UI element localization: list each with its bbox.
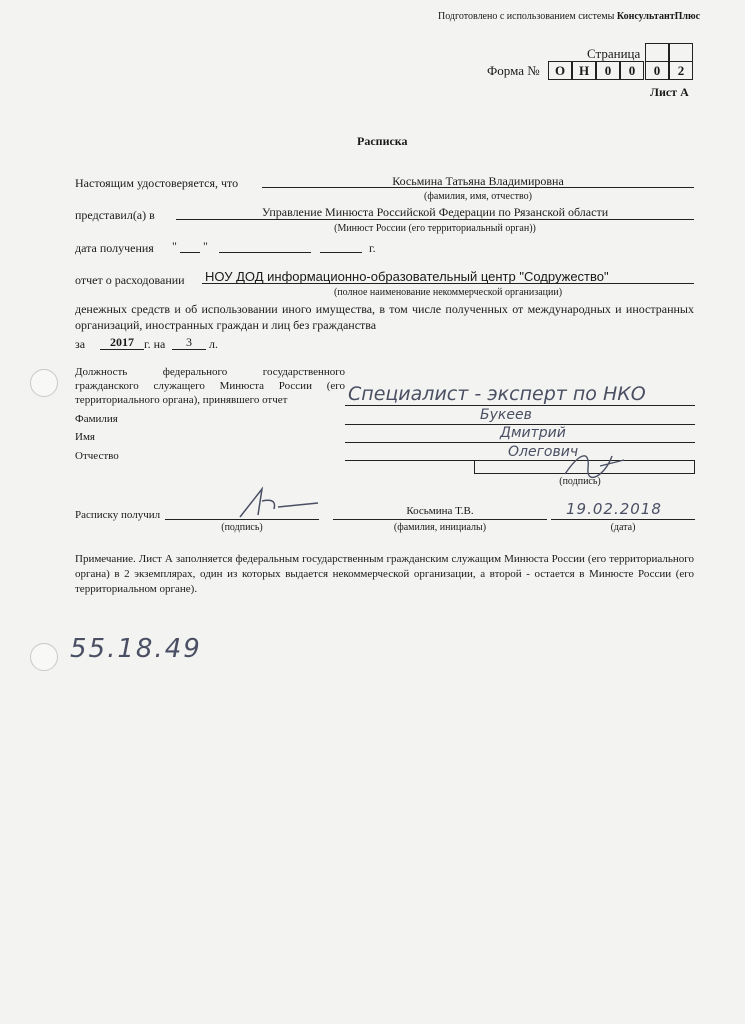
punch-hole-top xyxy=(30,369,58,397)
received-year-line xyxy=(320,252,362,253)
form-code-cell: О xyxy=(548,61,572,80)
received-quote-close: " xyxy=(203,239,208,253)
submitted-label: представил(а) в xyxy=(75,208,155,222)
page-label: Страница xyxy=(587,46,641,61)
receipt-date-line xyxy=(551,519,695,520)
period-suffix: л. xyxy=(209,337,218,351)
certify-caption: (фамилия, имя, отчество) xyxy=(424,191,532,202)
certify-value: Косьмина Татьяна Владимировна xyxy=(392,174,564,188)
receipt-signature-mark xyxy=(232,485,322,521)
form-label: Форма № xyxy=(487,63,540,78)
receipt-name-caption: (фамилия, инициалы) xyxy=(393,522,487,533)
period-year-line xyxy=(100,349,144,350)
body-text: денежных средств и об использовании иного имущества, в том числе полученных от международных и иностранных организаций, иностранных граждан и лиц без гражданства xyxy=(75,302,694,332)
handwritten-number: 55.18.49 xyxy=(70,634,202,664)
official-patronymic-value: Олегович xyxy=(508,444,579,460)
period-prefix: за xyxy=(75,337,86,351)
submitted-caption: (Минюст России (его территориальный орган)) xyxy=(334,223,536,234)
page-title: Расписка xyxy=(357,134,408,148)
certify-label: Настоящим удостоверяется, что xyxy=(75,176,239,190)
receipt-name-line xyxy=(333,519,547,520)
official-position-value: Специалист - эксперт по НКО xyxy=(348,383,646,405)
form-code-cell: 0 xyxy=(620,61,644,80)
note-text: Примечание. Лист А заполняется федеральным государственным гражданским служащим Минюста России (его территориального органа) в 2 экземплярах, один из которых выдается некоммерческой организации, а второй - остается в Минюсте России (его территориальном органе). xyxy=(75,553,694,595)
receipt-name-value: Косьмина Т.В. xyxy=(406,505,474,517)
official-position-underline xyxy=(345,405,695,406)
official-name-label: Имя xyxy=(75,431,95,443)
punch-hole-bottom xyxy=(30,643,58,671)
received-month-line xyxy=(219,252,311,253)
received-date-label: дата получения xyxy=(75,241,154,255)
official-name-underline xyxy=(345,442,695,443)
official-position-label: Должность федерального государственного гражданского служащего Минюста России (его территориального органа), принявшего отчет xyxy=(75,366,345,406)
prepared-text: Подготовлено с использованием системы xyxy=(438,11,615,22)
receipt-date-value: 19.02.2018 xyxy=(566,500,662,518)
received-day-line xyxy=(180,252,200,253)
form-code-cell: 0 xyxy=(596,61,620,80)
report-caption: (полное наименование некоммерческой организации) xyxy=(333,287,563,298)
page-cell-2 xyxy=(669,43,693,62)
receipt-signature-caption: (подпись) xyxy=(221,522,263,533)
form-code-cell: 0 xyxy=(645,61,669,80)
receipt-signature-line xyxy=(165,519,319,520)
sheet-label: Лист А xyxy=(650,85,689,99)
receipt-label: Расписку получил xyxy=(75,509,161,521)
official-name-value: Дмитрий xyxy=(500,425,566,441)
report-underline xyxy=(202,283,694,284)
official-signature-caption: (подпись) xyxy=(559,476,601,487)
period-mid: г. на xyxy=(144,337,166,351)
official-surname-value: Букеев xyxy=(480,407,532,423)
prepared-brand: КонсультантПлюс xyxy=(616,11,701,22)
report-value: НОУ ДОД информационно-образовательный центр "Содружество" xyxy=(205,269,609,284)
form-code-cell: Н xyxy=(572,61,596,80)
report-label: отчет о расходовании xyxy=(75,273,185,287)
submitted-underline xyxy=(176,219,694,220)
official-surname-label: Фамилия xyxy=(75,413,118,425)
submitted-value: Управление Минюста Российской Федерации по Рязанской области xyxy=(261,205,609,219)
form-code-cell: 2 xyxy=(669,61,693,80)
receipt-date-caption: (дата) xyxy=(610,522,636,533)
certify-underline xyxy=(262,187,694,188)
period-sheets-line xyxy=(172,349,206,350)
received-year-suffix: г. xyxy=(369,241,376,255)
official-patronymic-label: Отчество xyxy=(75,450,119,462)
received-quote-open: " xyxy=(172,239,177,253)
header-prepared xyxy=(438,11,700,22)
period-year: 2017 xyxy=(110,335,134,349)
period-sheets: 3 xyxy=(186,335,192,349)
page-cell-1 xyxy=(645,43,669,62)
